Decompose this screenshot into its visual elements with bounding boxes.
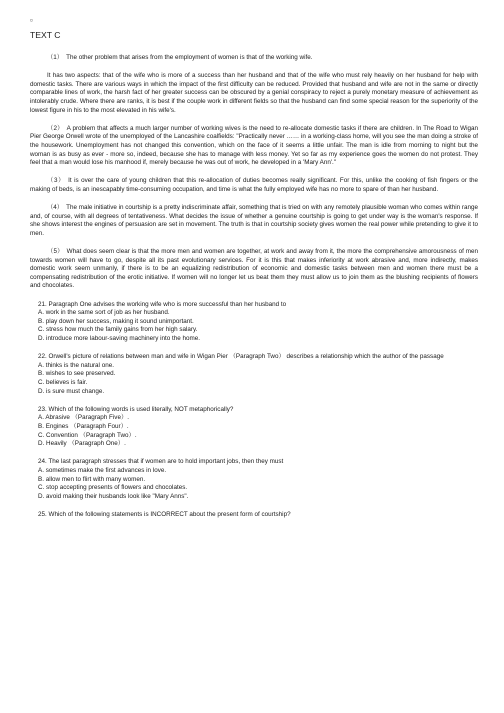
question-21 <box>30 301 478 344</box>
question-23 <box>30 406 478 449</box>
answer-option: B. Engines （Paragraph Four）. <box>38 422 129 430</box>
question-stem: 23. Which of the following words is used literally, NOT metaphorically? <box>38 405 234 413</box>
paragraph-4 <box>30 204 478 238</box>
section-title: TEXT C <box>30 30 61 40</box>
paragraph-text: The other problem that arises from the employment of women is that of the working wife. <box>66 54 313 61</box>
paragraph-text: It is over the care of young children that this re-allocation of duties becomes really significant. For this, unlike the cooking of fish fingers or the making of beds, is an inescapably time-consuming occupation, and time is what the fully employed wife has no more to spare of than her husband. <box>30 177 478 193</box>
answer-option: A. sometimes make the first advances in love. <box>38 466 167 474</box>
answer-option: B. wishes to see preserved. <box>38 370 116 378</box>
paragraph-number: （3） <box>47 177 66 185</box>
paragraph-text: It has two aspects: that of the wife who is more of a success than her husband and that of the wife who must rely heavily on her husband for help with domestic tasks. There are various ways in which the impact of the first difficulty can be reduced. Provided that husband and wife are not in the same or directly comparable lines of work, the harsh fact of her greater success can be obscured by a genial conspiracy to reject a purely monetary measure of achievement as intolerably crude. Where there are ranks, it is best if the couple work in different fields so that the husband can find some special reason for the superiority of the lowest figure in his to the most elevated in his wife's. <box>30 72 478 114</box>
paragraph-text: What does seem clear is that the more men and women are together, at work and away from it, the more the comprehensive amorousness of men towards women will have to go, despite all its past evolutionary services. For it is this that makes inferiority at work abrasive and, more indirectly, makes domestic work seem unmanly, if there is to be an equalizing redistribution of economic and domestic tasks between men and women there must be a compensating redistribution of the erotic initiative. If women will no longer let us beat them they must allow us to join them as the blushing recipients of flowers and chocolates. <box>30 248 478 290</box>
question-24 <box>30 458 478 501</box>
answer-option: D. introduce more labour-saving machinery into the home. <box>38 335 201 342</box>
answer-option: C. stop accepting presents of flowers and chocolates. <box>38 484 188 492</box>
paragraph-number: （2） <box>47 124 64 132</box>
answer-option: C. stress how much the family gains from her high salary. <box>38 326 198 334</box>
paragraph-3 <box>30 177 478 194</box>
document-body <box>30 54 478 529</box>
answer-option: B. allow men to flirt with many women. <box>38 475 146 483</box>
question-stem: 25. Which of the following statements is INCORRECT about the present form of courtship? <box>38 510 291 518</box>
corner-mark: ¤ <box>30 18 33 24</box>
question-stem: 21. Paragraph One advises the working wife who is more successful than her husband to <box>38 300 287 308</box>
question-22 <box>30 353 478 396</box>
answer-option: C. Convention （Paragraph Two）. <box>38 431 137 439</box>
question-stem: 22. Orwell's picture of relations between man and wife in Wigan Pier （Paragraph Two） describes a relationship which the author of the passage <box>38 353 444 361</box>
paragraph-text: A problem that affects a much larger number of working wives is the need to re-allocate domestic tasks if there are children. In The Road to Wigan Pier George Orwell wrote of the unemployed of the Lancashire coalfields: "Practically never …… in a working-class home, will you see the man doing a stroke of the housework. Unemployment has not changed this convention, which on the face of it seems a little unfair. The man is idle from morning to night but the woman is as busy as ever - more so, indeed, because she has to manage with less money. Yet so far as my experience goes the women do not protest. They feel that a man would lose his manhood if, merely because he was out of work, he developed in a 'Mary Ann'." <box>30 124 478 167</box>
answer-option: B. play down her success, making it sound unimportant. <box>38 317 194 325</box>
answer-option: D. Heavily （Paragraph One）. <box>38 440 126 448</box>
answer-option: C. believes is fair. <box>38 378 88 386</box>
paragraph-1-body <box>30 72 478 115</box>
paragraph-text: The male initiative in courtship is a pretty indiscriminate affair, something that is tried on with any remotely plausible woman who comes within range and, of course, with all degrees of tentativeness. What decides the issue of whether a genuine courtship is going to get under way is the woman's response. If she shows interest the engines of persuasion are set in movement. The truth is that in courtship society gives women the real power while pretending to give it to men. <box>30 204 478 237</box>
paragraph-number: （1） <box>47 54 64 61</box>
paragraph-number: （5） <box>47 248 64 256</box>
answer-option: D. is sure must change. <box>38 387 105 395</box>
answer-option: A. thinks is the natural one. <box>38 361 114 369</box>
answer-option: A. Abrasive （Paragraph Five）. <box>38 414 129 422</box>
question-stem: 24. The last paragraph stresses that if women are to hold important jobs, then they must <box>38 458 284 466</box>
paragraph-5 <box>30 248 478 291</box>
answer-option: A. work in the same sort of job as her husband. <box>38 309 170 317</box>
paragraph-2 <box>30 125 478 168</box>
answer-option: D. avoid making their husbands look like "Mary Anns". <box>38 492 189 500</box>
paragraph-1-intro <box>30 54 478 63</box>
question-25 <box>30 511 478 520</box>
paragraph-number: （4） <box>47 204 64 212</box>
